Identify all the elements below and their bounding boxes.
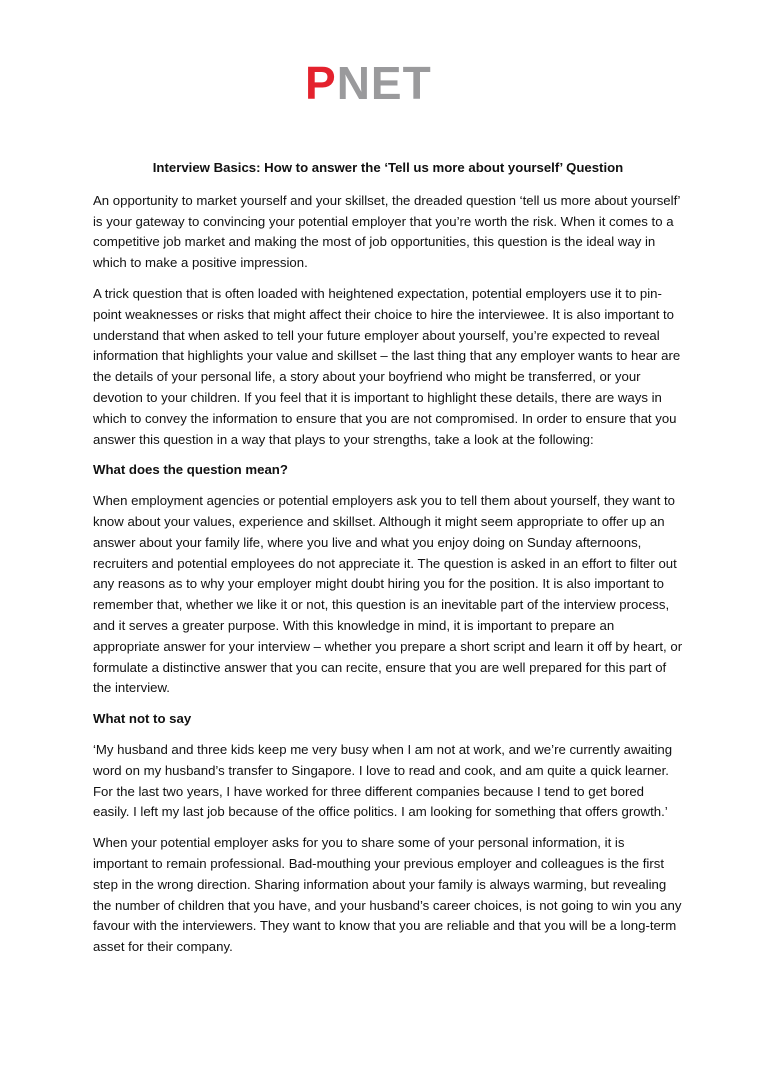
logo-letters-net: NET: [336, 57, 432, 109]
logo-letter-p: P: [305, 57, 337, 109]
intro-paragraph-2: A trick question that is often loaded with heightened expectation, potential employers use it to pin-point weaknesses or risks that might affect their choice to hire the interviewee. It is also important to understand that when asked to tell your future employer about yourself, you’re expected to reveal information that highlights your value and skillset – the last thing that any employer wants to hear are the details of your personal life, a story about your boyfriend who might be transferred, or your devotion to your children. If you feel that it is important to highlight these details, there are ways in which to convey the information to ensure that you are not compromised. In order to ensure that you answer this question in a way that plays to your strengths, take a look at the following:: [93, 285, 681, 447]
document-title: Interview Basics: How to answer the ‘Tell us more about yourself’ Question: [152, 160, 624, 175]
pnet-logo: [305, 57, 432, 109]
section-2-paragraph: When your potential employer asks for you to share some of your personal information, it is important to remain professional. Bad-mouthing your previous employer and colleagues is the first step in the wrong direction. Sharing information about your family is always warming, but revealing the number of children that you have, and your husband’s career choices, is not going to win you any favour with the interviewers. They want to know that you are reliable and that you will be a long-term asset for their company.: [93, 835, 682, 955]
document-body: [93, 158, 683, 968]
section-1-paragraph: When employment agencies or potential employers ask you to tell them about yourself, they want to know about your values, experience and skillset. Although it might seem appropriate to offer up an answer about your family life, where you live and what you enjoy doing on Sunday afternoons, recruiters and potential employees do not appreciate it. The question is asked in an effort to filter out any reasons as to why your employer might doubt hiring you for the position. It is also important to remember that, whether we like it or not, this question is an inevitable part of the interview process, and it serves a greater purpose. With this knowledge in mind, it is important to prepare an appropriate answer for your interview – whether you prepare a short script and learn it off by heart, or formulate a distinctive answer that you can recite, ensure that you are well prepared for this part of the interview.: [93, 493, 683, 696]
section-heading-question-meaning: What does the question mean?: [93, 462, 288, 478]
intro-paragraph-1: An opportunity to market yourself and your skillset, the dreaded question ‘tell us more about yourself’ is your gateway to convincing your potential employer that you’re worth the risk. When it comes to a competitive job market and making the most of job opportunities, this question is the ideal way in which to make a positive impression.: [93, 192, 680, 271]
section-heading-what-not-to-say: What not to say: [93, 711, 192, 727]
example-quote-paragraph: ‘My husband and three kids keep me very busy when I am not at work, and we’re currently awaiting word on my husband’s transfer to Singapore. I love to read and cook, and am quite a quick learner. For the last two years, I have worked for three different companies because I tend to get bored easily. I left my last job because of the office politics. I am looking for something that offers growth.’: [93, 741, 673, 820]
